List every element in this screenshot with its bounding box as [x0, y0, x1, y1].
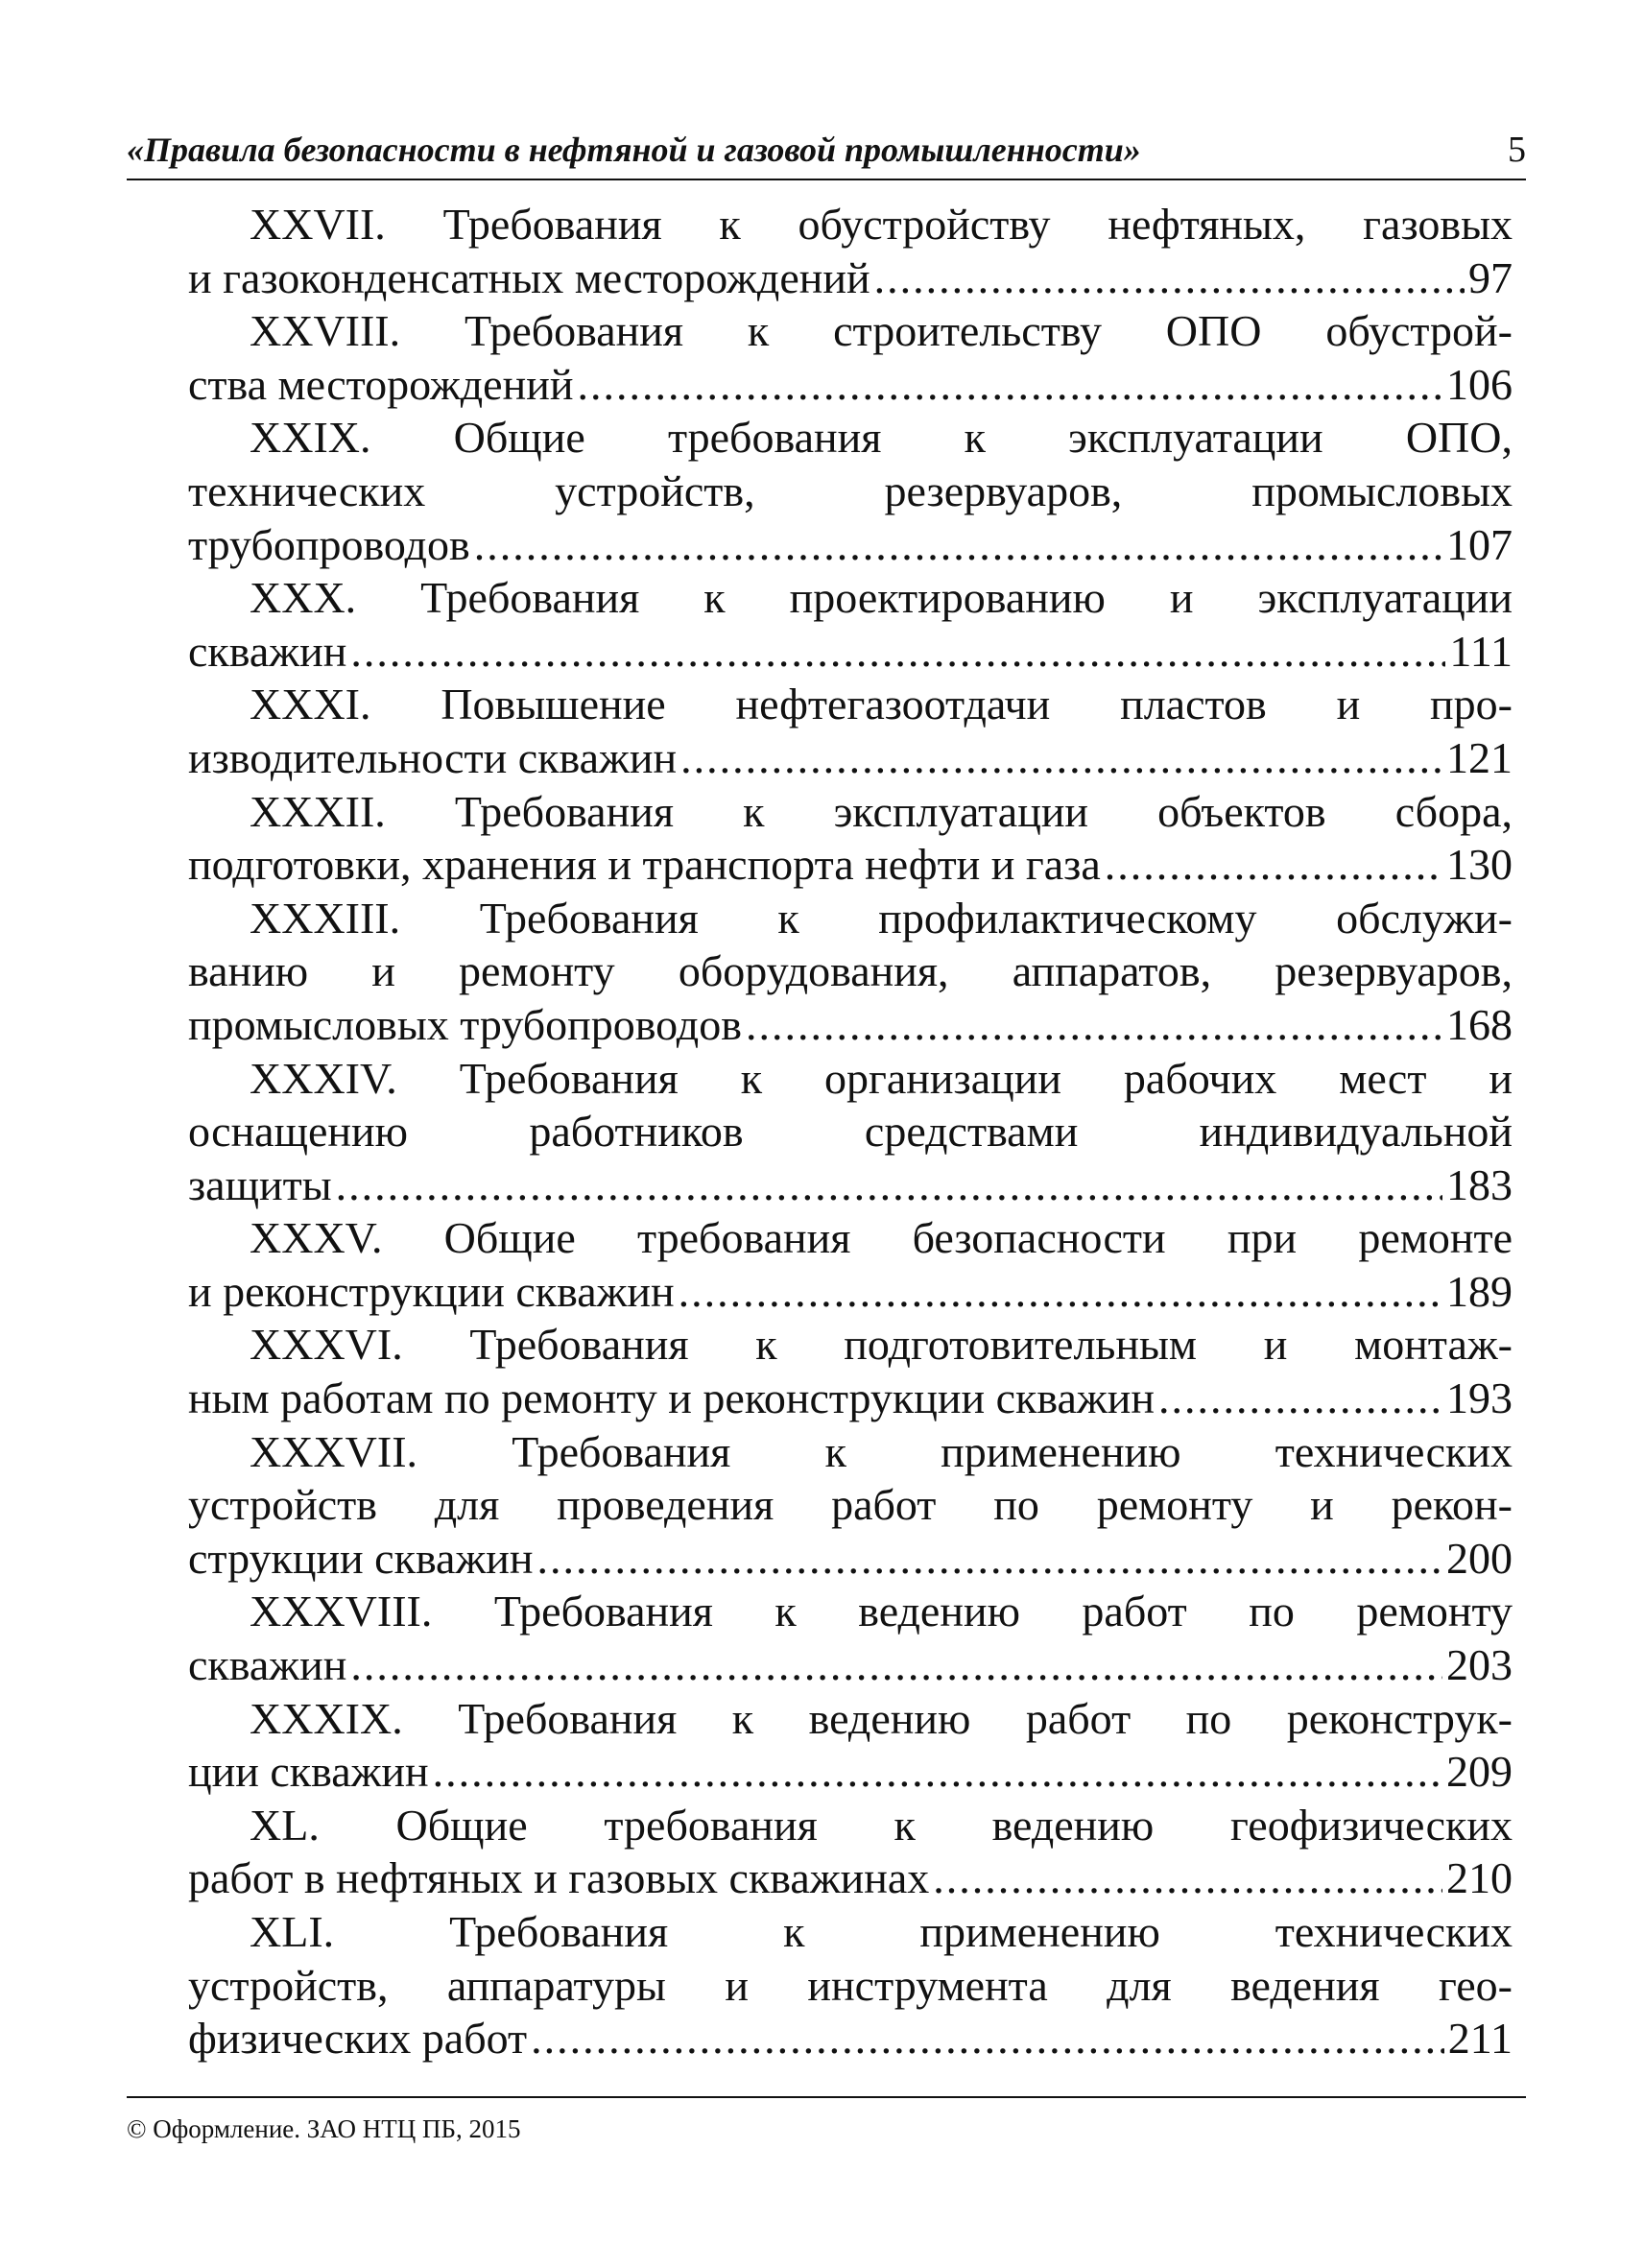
- toc-entry-last-line: [188, 1638, 1513, 1692]
- toc-entry-line: XXIX. Общие требования к эксплуатации ОПО,: [250, 413, 1513, 463]
- toc-entry-line: XXXIX. Требования к ведению работ по реконструк-: [250, 1693, 1513, 1743]
- toc-entry: [188, 1052, 1513, 1212]
- toc-entry-last-line: [188, 1158, 1513, 1212]
- dot-leader: [577, 358, 1442, 412]
- toc-entry-last-line: [188, 2012, 1513, 2065]
- toc-entry: [188, 304, 1513, 411]
- toc-entry-page-number: 111: [1449, 626, 1513, 676]
- toc-entry-title-end: ции скважин: [188, 1747, 429, 1797]
- toc-entry-last-line: [188, 998, 1513, 1052]
- toc-entry: [188, 1318, 1513, 1424]
- toc-entry-line: XXX. Требования к проектированию и эксплуатации: [250, 573, 1513, 623]
- toc-entry-title-end: защиты: [188, 1159, 332, 1209]
- toc-entry-title-end: скважин: [188, 626, 347, 676]
- toc-entry-title-end: промысловых трубопроводов: [188, 999, 742, 1049]
- toc-entry-title-end: трубопроводов: [188, 519, 470, 569]
- toc-entry-page-number: 189: [1446, 1266, 1513, 1316]
- toc-entry-title-end: ства месторождений: [188, 359, 574, 409]
- toc-entry: [188, 1799, 1513, 1905]
- toc-entry-title-end: ным работам по ремонту и реконструкции скважин: [188, 1373, 1155, 1423]
- dot-leader: [350, 625, 1445, 679]
- toc-entry: [188, 1211, 1513, 1318]
- toc-entry-last-line: [188, 1745, 1513, 1799]
- dot-leader: [679, 1265, 1442, 1319]
- toc-entry-title-end: подготовки, хранения и транспорта нефти и газа: [188, 840, 1101, 890]
- toc-entry-last-line: [188, 731, 1513, 785]
- toc-entry-title-end: скважин: [188, 1640, 347, 1690]
- toc-entry-line: XXXIV. Требования к организации рабочих мест и: [250, 1053, 1513, 1103]
- dot-leader: [746, 998, 1442, 1052]
- toc-entry: [188, 892, 1513, 1052]
- toc-entry-title-end: и газоконденсатных месторождений: [188, 252, 870, 302]
- dot-leader: [933, 1851, 1442, 1905]
- toc-entry-title-end: струкции скважин: [188, 1533, 534, 1583]
- toc-entry-title-end: работ в нефтяных и газовых скважинах: [188, 1853, 930, 1903]
- toc-entry-last-line: [188, 1265, 1513, 1319]
- dot-leader: [537, 1532, 1443, 1586]
- toc-entry: [188, 198, 1513, 304]
- toc-entry-line: XLI. Требования к применению технических: [250, 1907, 1513, 1956]
- toc-entry-line: оснащению работников средствами индивидуальной: [188, 1107, 1513, 1157]
- toc-entry-line: ванию и ремонту оборудования, аппаратов, резервуаров,: [188, 946, 1513, 996]
- toc-entry-last-line: [188, 358, 1513, 412]
- toc-entry-line: XXXVI. Требования к подготовительным и монтаж-: [250, 1320, 1513, 1370]
- toc-entry-last-line: [188, 1851, 1513, 1905]
- dot-leader: [350, 1638, 1442, 1692]
- toc-entry-last-line: [188, 625, 1513, 679]
- running-header-title: «Правила безопасности в нефтяной и газовой промышленности»: [127, 131, 1141, 169]
- toc-entry-line: XXVIII. Требования к строительству ОПО обустрой-: [250, 306, 1513, 356]
- toc-entry-line: технических устройств, резервуаров, промысловых: [188, 466, 1513, 515]
- toc-entry-line: XXXVIII. Требования к ведению работ по ремонту: [250, 1587, 1513, 1636]
- toc-entry-page-number: 130: [1446, 840, 1513, 890]
- toc-entry-title-end: физических работ: [188, 2014, 528, 2064]
- toc-entry: [188, 571, 1513, 678]
- dot-leader: [433, 1745, 1442, 1799]
- toc-entry-last-line: [188, 838, 1513, 892]
- toc-entry: [188, 1425, 1513, 1586]
- toc-entry-line: XXVII. Требования к обустройству нефтяных, газовых: [250, 200, 1513, 249]
- dot-leader: [874, 251, 1465, 305]
- toc-entry-page-number: 183: [1446, 1159, 1513, 1209]
- toc-entry-line: XXXI. Повышение нефтегазоотдачи пластов и про-: [250, 680, 1513, 729]
- toc-entry-page-number: 203: [1446, 1640, 1513, 1690]
- dot-leader: [1105, 838, 1442, 892]
- page-number: 5: [1508, 130, 1526, 170]
- toc-entry-line: XXXII. Требования к эксплуатации объектов сбора,: [250, 786, 1513, 836]
- toc-entry: [188, 1585, 1513, 1691]
- toc-entry-line: XXXVII. Требования к применению технических: [250, 1426, 1513, 1476]
- header-rule: [127, 179, 1526, 180]
- dot-leader: [474, 518, 1442, 572]
- dot-leader: [336, 1158, 1442, 1212]
- toc-entry: [188, 678, 1513, 784]
- toc-entry-last-line: [188, 518, 1513, 572]
- toc-entry: [188, 785, 1513, 892]
- toc-entry-line: XXXIII. Требования к профилактическому обслужи-: [250, 893, 1513, 943]
- running-header: [127, 127, 1526, 184]
- toc-entry-page-number: 211: [1447, 2014, 1513, 2064]
- toc-entry-title-end: и реконструкции скважин: [188, 1266, 675, 1316]
- toc-entry: [188, 1692, 1513, 1799]
- toc-entry-line: XXXV. Общие требования безопасности при ремонте: [250, 1213, 1513, 1263]
- toc-entry-page-number: 193: [1446, 1373, 1513, 1423]
- toc-entry-page-number: 121: [1446, 732, 1513, 782]
- toc-entry: [188, 411, 1513, 571]
- toc-entry-line: устройств для проведения работ по ремонту и рекон-: [188, 1480, 1513, 1530]
- dot-leader: [531, 2012, 1444, 2065]
- toc-entry-page-number: 97: [1468, 252, 1513, 302]
- toc-entry-last-line: [188, 251, 1513, 305]
- toc-entry-page-number: 210: [1446, 1853, 1513, 1903]
- copyright-note: © Оформление. ЗАО НТЦ ПБ, 2015: [127, 2114, 521, 2143]
- dot-leader: [1158, 1372, 1442, 1425]
- toc-entry-line: устройств, аппаратуры и инструмента для ведения гео-: [188, 1960, 1513, 2010]
- toc-entry-last-line: [188, 1372, 1513, 1425]
- toc-entry-last-line: [188, 1532, 1513, 1586]
- toc-entry: [188, 1905, 1513, 2065]
- footer-rule: [127, 2096, 1526, 2098]
- toc-entry-title-end: изводительности скважин: [188, 732, 678, 782]
- dot-leader: [680, 731, 1442, 785]
- toc-entry-page-number: 107: [1446, 519, 1513, 569]
- toc-entry-page-number: 168: [1446, 999, 1513, 1049]
- toc-entry-page-number: 209: [1446, 1747, 1513, 1797]
- toc-entry-page-number: 200: [1446, 1533, 1513, 1583]
- table-of-contents: [188, 198, 1513, 2065]
- toc-entry-page-number: 106: [1446, 359, 1513, 409]
- toc-entry-line: XL. Общие требования к ведению геофизических: [250, 1800, 1513, 1850]
